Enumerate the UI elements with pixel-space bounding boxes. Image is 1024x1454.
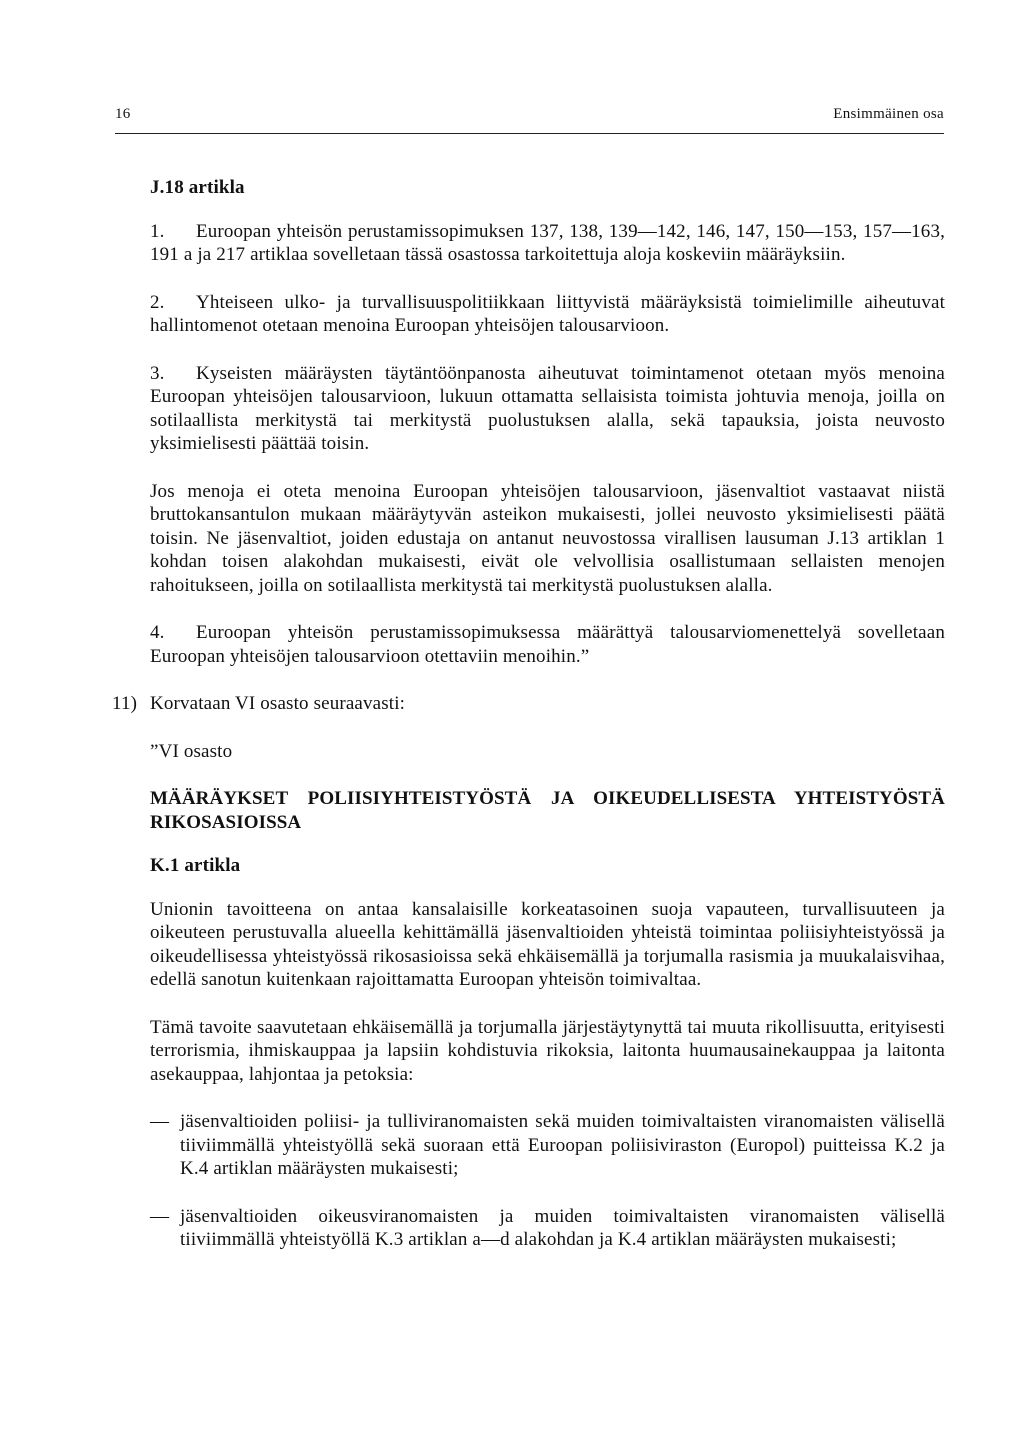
list-item <box>150 1205 945 1252</box>
page-body <box>112 176 945 1252</box>
paragraph-number: 1. <box>150 220 165 242</box>
list-item-text: jäsenvaltioiden poliisi- ja tulliviranomaisten sekä muiden toimivaltaisten viranomaisten välisellä tiiviimmällä yhteistyöllä sekä suoraan että Euroopan poliisiviraston (Europol) puitteissa K.2 ja K.4 artiklan määräysten mukaisesti; <box>180 1111 945 1179</box>
paragraph-number: 3. <box>150 362 165 384</box>
dash-marker: — <box>150 1111 170 1132</box>
amendment-item-11 <box>112 692 945 716</box>
paragraph-j18-2 <box>150 291 945 338</box>
paragraph-text: Kyseisten määräysten täytäntöönpanosta aiheutuvat toimintamenot otetaan myös menoina Euroopan yhteisöjen talousarvioon, lukuun ottamatta sellaisista toimista johtuvia menoja, joilla on sotilaallista merkitystä tai merkitystä puolustuksen alalla, sekä tapauksia, joista neuvosto yksimielisesti päättää toisin. <box>150 362 945 454</box>
amendment-number: 11) <box>112 693 138 714</box>
paragraph-k1-2: Tämä tavoite saavutetaan ehkäisemällä ja torjumalla järjestäytynyttä tai muuta rikollisuutta, erityisesti terrorismia, ihmiskauppaa ja lapsiin kohdistuvia rikoksia, laitonta huumausainekauppaa ja laitonta asekauppaa, lahjontaa ja petoksia: <box>150 1016 945 1085</box>
title-vi-label: ”VI osasto <box>150 740 233 762</box>
paragraph-number: 4. <box>150 622 165 643</box>
amendment-text: Korvataan VI osasto seuraavasti: <box>150 693 406 714</box>
section-title: Ensimmäinen osa <box>833 106 944 122</box>
article-k1-heading: K.1 artikla <box>150 855 241 876</box>
list-item <box>150 1110 945 1181</box>
page-number: 16 <box>115 106 131 122</box>
paragraph-text: Euroopan yhteisön perustamissopimuksessa määrättyä talousarviomenettelyä sovelletaan Euroopan yhteisöjen talousarvioon otettaviin menoihin.” <box>150 622 945 667</box>
paragraph-j18-3 <box>150 362 945 456</box>
list-item-text: jäsenvaltioiden oikeusviranomaisten ja muiden toimivaltaisten viranomaisten välisellä tiiviimmällä yhteistyöllä K.3 artiklan a—d alakohdan ja K.4 artiklan määräysten mukaisesti; <box>180 1205 945 1250</box>
paragraph-j18-1 <box>150 220 945 267</box>
article-j18-heading: J.18 artikla <box>150 177 245 198</box>
title-vi-heading: MÄÄRÄYKSET POLIISIYHTEISTYÖSTÄ JA OIKEUDELLISESTA YHTEISTYÖSTÄ RIKOSASIOISSA <box>150 788 945 833</box>
header-rule <box>115 133 944 134</box>
page-header <box>115 106 944 130</box>
paragraph-j18-4 <box>150 621 945 668</box>
paragraph-k1-1: Unionin tavoitteena on antaa kansalaisille korkeatasoinen suoja vapauteen, turvallisuuteen ja oikeuteen perustuvalla alueella kehittämällä jäsenvaltioiden yhteistä toimintaa poliisiyhteistyössä ja oikeudellisessa yhteistyössä rikosasioissa sekä ehkäisemällä ja torjumalla rasismia ja muukalaisvihaa, edellä sanotun kuitenkaan rajoittamatta Euroopan yhteisön toimivaltaa. <box>150 898 945 990</box>
paragraph-text: Euroopan yhteisön perustamissopimuksen 137, 138, 139—142, 146, 147, 150—153, 157—163, 191 a ja 217 artiklaa sovelletaan tässä osastossa tarkoitettuja aloja koskeviin määräyksiin. <box>150 220 945 265</box>
paragraph-text: Yhteiseen ulko- ja turvallisuuspolitiikkaan liittyvistä määräyksistä toimielimille aiheutuvat hallintomenot otetaan menoina Euroopan yhteisöjen talousarvioon. <box>150 291 945 336</box>
paragraph-j18-unnumbered: Jos menoja ei oteta menoina Euroopan yhteisöjen talousarvioon, jäsenvaltiot vastaavat niistä bruttokansantulon mukaan määräytyvän asteikon mukaisesti, jollei neuvosto yksimielisesti päätä toisin. Ne jäsenvaltiot, joiden edustaja on antanut neuvostossa virallisen lausuman J.13 artiklan 1 kohdan toisen alakohdan mukaisesti, eivät ole velvollisia osallistumaan sellaisten menojen rahoitukseen, joilla on sotilaallista merkitystä tai merkitystä puolustuksen alalla. <box>150 480 945 596</box>
paragraph-number: 2. <box>150 291 165 313</box>
dash-marker: — <box>150 1205 170 1227</box>
